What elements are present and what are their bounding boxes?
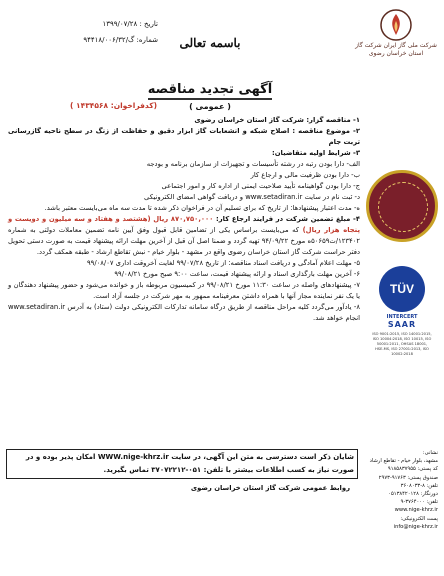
address-line: دورنگار: ۰۵۱۳۸۴۲۰۱۲۸: [388, 491, 438, 498]
item-8: ۸- یادآور می‌گردد کلیه مراحل مناقصه از طریق درگاه سامانه تدارکات الکترونیکی دولت (ستاد) به آدرس www.setadiran.ir انجام خواهد شد.: [8, 303, 360, 322]
tuv-certification: [372, 266, 432, 357]
contact-box: [6, 449, 358, 479]
item-3: ۳- شرایط اولیه متقاضیان:: [272, 149, 360, 157]
item-6: ۶- آخرین مهلت بارگذاری اسناد و ارائه پیشنهاد قیمت، ساعت ۹:۰۰ صبح مورخ ۹۹/۰۸/۲۱: [114, 270, 360, 278]
logo-text: شرکت ملی گاز ایران شرکت گاز استان خراسان رضوی: [355, 42, 437, 57]
tuv-logo: TÜV: [379, 266, 425, 312]
date-line: تاریخ : ۱۳۹۹/۰۷/۲۸: [102, 20, 158, 28]
contact-line1: شایان ذکر است دسترسی به متن این آگهی، در سایت WWW.nige-khrz.ir امکان پذیر بوده و در: [25, 453, 354, 461]
rfq-code-text: (کدفراخوان: ۱۴۳۴۵۶۸ ): [70, 101, 158, 110]
contact-line2: صورت نیاز به کسب اطلاعات بیشتر با تلفن: ۰۵۱-۳۷۰۷۲۲۱۲ تماس بگیرید.: [103, 466, 354, 474]
page-title: آگهی تجدید مناقصه: [148, 82, 272, 100]
condition-e: ه- مدت اعتبار پیشنهادها: از تاریخ که برای تسلیم آن در فراخوان ذکر شده تا مدت سه ماه می‌بایست معتبر باشد.: [44, 204, 360, 212]
condition-a: الف- دارا بودن رتبه در رشته تأسیسات و تجهیزات از سازمان برنامه و بودجه: [146, 160, 360, 168]
item-2-label: ۲- موضوع مناقصه :: [292, 127, 360, 135]
number-line: شماره: گ/۹۴۴۱۸/۰۰۶/۳۲: [83, 36, 158, 44]
address-line: www.nige-khrz.ir: [394, 507, 438, 514]
address-line: نشانی:: [422, 450, 438, 456]
item-7: ۷- پیشنهادهای واصله در ساعت ۱۱:۳۰ مورخ ۹۹/۰۸/۲۱ در کمیسیون مربوطه باز و خوانده می‌شود و حضور پیشنهاد دهندگان و یا یک نفر نماینده مجاز آنها با همراه داشتن معرفینامه ممهور به مهر شرکت در جلسه آزاد است.: [8, 281, 360, 300]
item-2-value: اصلاح شبکه و انشعابات گاز ابزار دقیق و حفاظت از زنگ در سطح ناحیه گازرسانی تربت جام: [8, 127, 360, 146]
rfq-code: [70, 101, 160, 110]
address-line: info@nige-khrz.ir: [393, 523, 438, 530]
publisher: روابط عمومی شرکت گاز استان خراسان رضوی: [190, 484, 350, 492]
item-1-label: ۱- مناقصه گزار:: [306, 116, 360, 124]
commemorative-seal-icon: [366, 170, 438, 242]
company-logo: [354, 8, 438, 60]
item-1-value: شرکت گاز استان خراسان رضوی: [194, 116, 307, 124]
address-line: تلفن: ۸-۳۶۰۸۰۳۳: [400, 482, 438, 489]
condition-d: د- ثبت نام در سایت www.setadiran.ir و دریافت گواهی امضای الکترونیکی: [144, 193, 360, 201]
item-1: [8, 115, 360, 126]
page-subtitle: ( عمومی ): [189, 102, 231, 111]
letter-meta: [8, 16, 158, 48]
address-line: تلفن: ۳۷۶۴۰۰۰-۹: [400, 499, 438, 506]
notice-body: [8, 115, 360, 324]
condition-b: ب- دارا بودن ظرفیت مالی و ارجاع کار: [250, 171, 360, 179]
condition-c: ج- دارا بودن گواهینامه تأیید صلاحیت ایمنی از اداره کار و امور اجتماعی: [161, 182, 360, 190]
item-4-amount: ۸۷۰,۷۵۰,۰۰۰ ریال (هشتصد و هفتاد و سه میلیون و دویست و پنجاه هزار ریال): [8, 215, 360, 234]
item-5: ۵- مهلت اعلام آمادگی و دریافت اسناد مناقصه: از تاریخ ۹۹/۰۷/۲۸ لغایت آخروقت اداری ۹۹/۰۸/۰۷: [87, 259, 360, 267]
address-block: [362, 449, 438, 531]
tuv-cert-list: ISO 9001:2015, ISO 14001:2015, ISO 10004:2018, ISO 10015, ISO 50001:2011, OHSAS 18001, HSE-MS, ISO 27001:2013, ISO 10002:2018: [372, 332, 432, 356]
item-4-rest: که می‌بایست براساس یکی از تضامین قابل قبول وفق آیین نامه تضمین معاملات دولتی به شماره ۱۲۳۴۰۲/ت۵۰۶۵۹ه مورخ ۹۴/۰۹/۲۲ تهیه گردد و ضمنا اصل آن قبل از آخرین مهلت ارائه پیشنهاد قیمت به صورت دستی تحویل دفتر حراست شرکت گاز استان خراسان رضوی واقع در مشهد - بلوار خیام - نبش تقاطع ارشاد - طبقه همکف گردد.: [8, 226, 360, 256]
item-4-label: ۴- مبلغ تضمین شرکت در فرایند ارجاع کار:: [216, 215, 360, 223]
item-4: [8, 214, 360, 258]
address-line: کد پستی: ۹۱۸۵۸۳۷۹۵۵: [387, 466, 438, 473]
address-line: مشهد، بلوار خیام - تقاطع ارشاد: [369, 458, 438, 465]
seal-ring: [378, 182, 428, 232]
address-line: پست الکترونیکی:: [400, 515, 438, 522]
sidebar: [366, 170, 438, 357]
tuv-line1: INTERCERT: [386, 314, 418, 320]
tuv-line2: SAAR: [387, 320, 417, 329]
address-line: صندوق پستی: ۹۱۷۶۳-۲۹۷۳: [378, 474, 438, 481]
item-2: [8, 126, 360, 148]
title-wrap: [120, 78, 300, 100]
flame-emblem-icon: [379, 8, 413, 42]
besm-heading: باسمه تعالی: [179, 36, 241, 50]
